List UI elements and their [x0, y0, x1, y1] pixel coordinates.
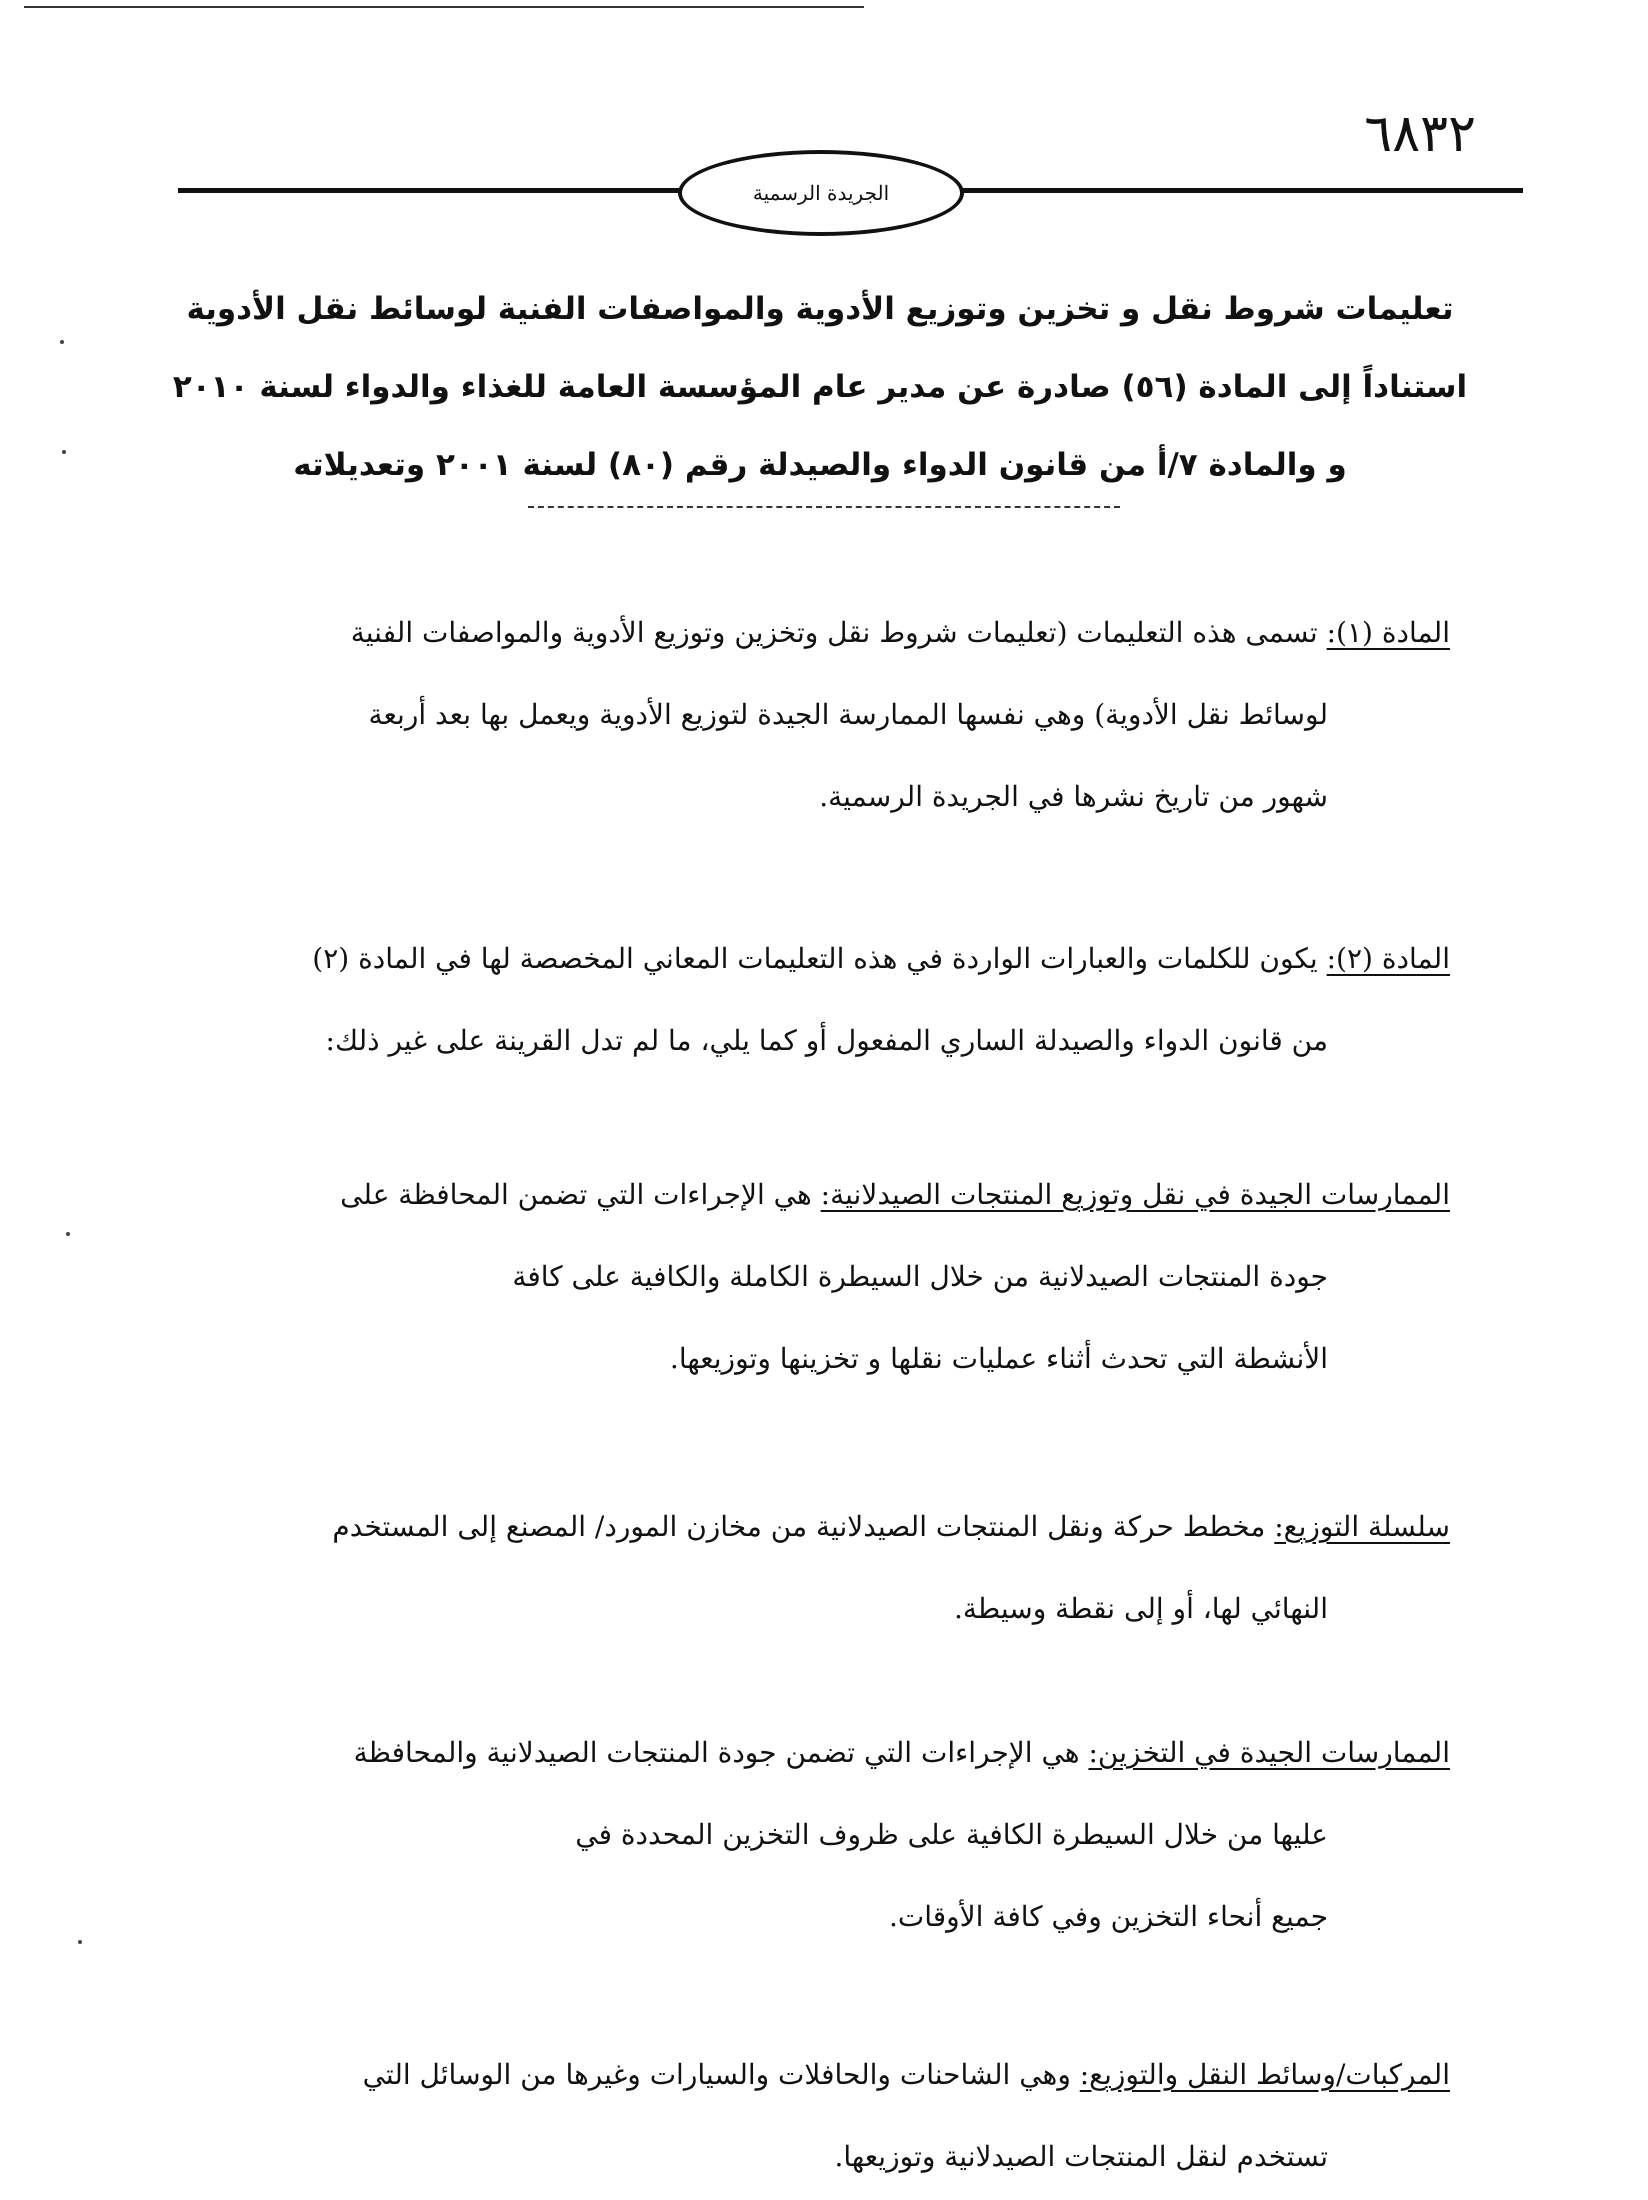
paragraph-line	[200, 592, 1450, 674]
gazette-seal	[678, 150, 964, 236]
definition-distribution-chain	[200, 1486, 1450, 1650]
scan-speck	[66, 1232, 70, 1236]
scan-speck	[62, 450, 66, 454]
paragraph-line: من قانون الدواء والصيدلة الساري المفعول أو كما يلي، ما لم تدل القرينة على غير ذلك:	[325, 1024, 1328, 1057]
paragraph-line: الأنشطة التي تحدث أثناء عمليات نقلها و تخزينها وتوزيعها.	[669, 1342, 1328, 1375]
paragraph-line	[200, 2034, 1450, 2116]
gazette-label: الجريدة الرسمية	[752, 181, 890, 205]
paragraph-line: جودة المنتجات الصيدلانية من خلال السيطرة الكاملة والكافية على كافة	[512, 1260, 1328, 1293]
paragraph-line: النهائي لها، أو إلى نقطة وسيطة.	[953, 1592, 1328, 1625]
title-line: تعليمات شروط نقل و تخزين وتوزيع الأدوية والمواصفات الفنية لوسائط نقل الأدوية	[186, 291, 1454, 327]
definition-text: هي الإجراءات التي تضمن المحافظة على	[340, 1178, 821, 1211]
paragraph-line: لوسائط نقل الأدوية) وهي نفسها الممارسة الجيدة لتوزيع الأدوية ويعمل بها بعد أربعة	[368, 698, 1328, 731]
paragraph-line: تستخدم لنقل المنتجات الصيدلانية وتوزيعها.	[834, 2140, 1328, 2173]
definition-text: يكون للكلمات والعبارات الواردة في هذه التعليمات المعاني المخصصة لها في المادة (٢)	[312, 942, 1327, 975]
article-2	[200, 918, 1450, 1082]
definition-good-storage-practice	[200, 1712, 1450, 1958]
definition-term: المركبات/وسائط النقل والتوزيع:	[1079, 2058, 1450, 2091]
title-line: و والمادة ٧/أ من قانون الدواء والصيدلة رقم (٨٠) لسنة ٢٠٠١ وتعديلاته	[293, 447, 1347, 483]
document-title	[160, 270, 1480, 504]
definition-text: وهي الشاحنات والحافلات والسيارات وغيرها من الوسائل التي	[362, 2058, 1080, 2091]
article-term: المادة (١):	[1326, 616, 1450, 649]
definition-text: هي الإجراءات التي تضمن جودة المنتجات الصيدلانية والمحافظة	[353, 1736, 1089, 1769]
page-number: ٦٨٣٢	[1364, 104, 1476, 164]
paragraph-line: جميع أنحاء التخزين وفي كافة الأوقات.	[888, 1900, 1328, 1933]
article-term: المادة (٢):	[1326, 942, 1450, 975]
definition-transport-vehicles	[200, 2034, 1450, 2198]
definition-term: الممارسات الجيدة في التخزين:	[1088, 1736, 1450, 1769]
paragraph-line: عليها من خلال السيطرة الكافية على ظروف التخزين المحددة في	[575, 1818, 1328, 1851]
paragraph-line	[200, 1712, 1450, 1794]
definition-good-distribution-practice	[200, 1154, 1450, 1400]
paragraph-line	[200, 1154, 1450, 1236]
paragraph-line	[200, 918, 1450, 1000]
definition-term: سلسلة التوزيع:	[1274, 1510, 1450, 1543]
paragraph-line: شهور من تاريخ نشرها في الجريدة الرسمية.	[819, 780, 1328, 813]
paragraph-line	[200, 1486, 1450, 1568]
definition-term: الممارسات الجيدة في نقل وتوزيع المنتجات الصيدلانية:	[820, 1178, 1450, 1211]
scan-speck	[78, 1940, 82, 1944]
top-edge-rule	[24, 6, 864, 8]
title-line: استناداً إلى المادة (٥٦) صادرة عن مدير عام المؤسسة العامة للغذاء والدواء لسنة ٢٠١٠	[172, 369, 1468, 405]
scan-speck	[60, 340, 64, 344]
title-separator	[528, 506, 1120, 508]
article-1	[200, 592, 1450, 838]
definition-text: مخطط حركة ونقل المنتجات الصيدلانية من مخازن المورد/ المصنع إلى المستخدم	[332, 1510, 1275, 1543]
definition-text: تسمى هذه التعليمات (تعليمات شروط نقل وتخزين وتوزيع الأدوية والمواصفات الفنية	[350, 616, 1327, 649]
